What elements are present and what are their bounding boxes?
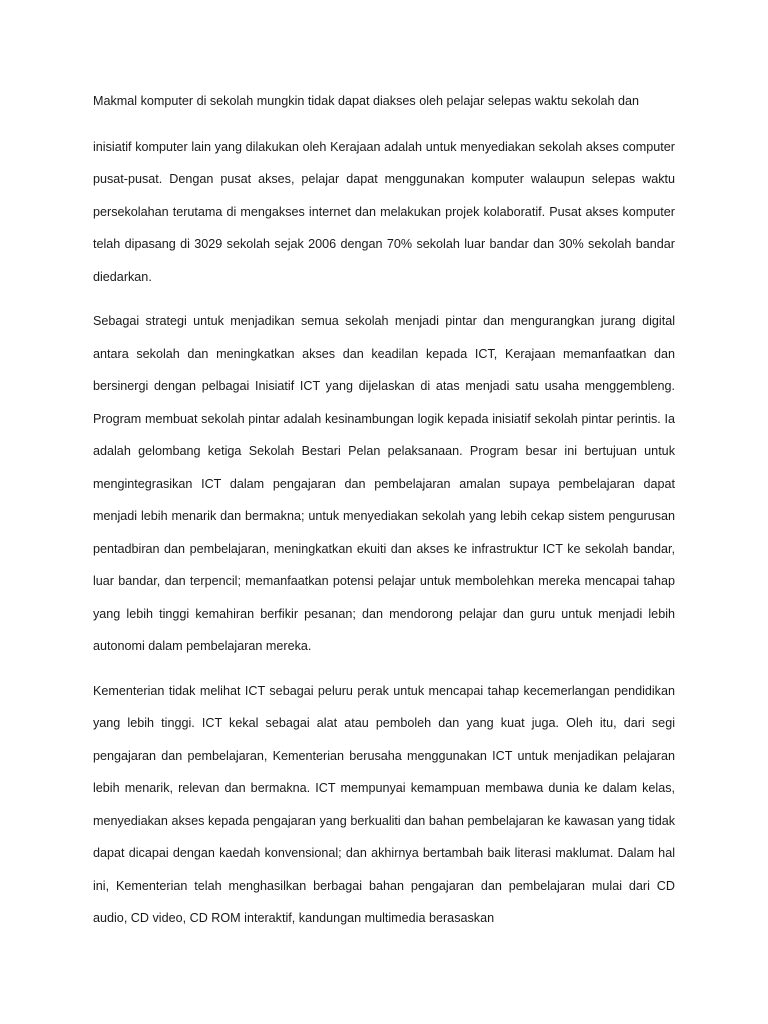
spacer — [93, 293, 675, 305]
spacer — [93, 118, 675, 131]
document-page — [93, 85, 675, 935]
opening-line: Makmal komputer di sekolah mungkin tidak dapat diakses oleh pelajar selepas waktu sekolah dan — [93, 94, 640, 108]
paragraph-3: Kementerian tidak melihat ICT sebagai peluru perak untuk mencapai tahap kecemerlangan pendidikan yang lebih tinggi. ICT kekal sebagai alat atau pemboleh dan yang kuat juga. Oleh itu, dari segi pengajaran dan pembelajaran, Kementerian berusaha menggunakan ICT untuk menjadikan pelajaran lebih menarik, relevan dan bermakna. ICT mempunyai kemampuan membawa dunia ke dalam kelas, menyediakan akses kepada pengajaran yang berkualiti dan bahan pembelajaran ke kawasan yang tidak dapat dicapai dengan kaedah konvensional; dan akhirnya bertambah baik literasi maklumat. Dalam hal ini, Kementerian telah menghasilkan berbagai bahan pengajaran dan pembelajaran mulai dari CD audio, CD video, CD ROM interaktif, kandungan multimedia berasaskan — [93, 683, 675, 925]
paragraph-2: Sebagai strategi untuk menjadikan semua sekolah menjadi pintar dan mengurangkan jurang digital antara sekolah dan meningkatkan akses dan keadilan kepada ICT, Kerajaan memanfaatkan dan bersinergi dengan pelbagai Inisiatif ICT yang dijelaskan di atas menjadi satu usaha menggembleng. Program membuat sekolah pintar adalah kesinambungan logik kepada inisiatif sekolah pintar perintis. Ia adalah gelombang ketiga Sekolah Bestari Pelan pelaksanaan. Program besar ini bertujuan untuk mengintegrasikan ICT dalam pengajaran dan pembelajaran amalan supaya pembelajaran dapat menjadi lebih menarik dan bermakna; untuk menyediakan sekolah yang lebih cekap sistem pengurusan pentadbiran dan pembelajaran, meningkatkan ekuiti dan akses ke infrastruktur ICT ke sekolah bandar, luar bandar, dan terpencil; memanfaatkan potensi pelajar untuk membolehkan mereka mencapai tahap yang lebih tinggi kemahiran berfikir pesanan; dan mendorong pelajar dan guru untuk menjadi lebih autonomi dalam pembelajaran mereka. — [93, 314, 675, 653]
spacer — [93, 663, 675, 675]
paragraph-1: inisiatif komputer lain yang dilakukan oleh Kerajaan adalah untuk menyediakan sekolah akses computer pusat-pusat. Dengan pusat akses, pelajar dapat menggunakan komputer walaupun selepas waktu persekolahan terutama di mengakses internet dan melakukan projek kolaboratif. Pusat akses komputer telah dipasang di 3029 sekolah sejak 2006 dengan 70% sekolah luar bandar dan 30% sekolah bandar diedarkan. — [93, 139, 675, 284]
